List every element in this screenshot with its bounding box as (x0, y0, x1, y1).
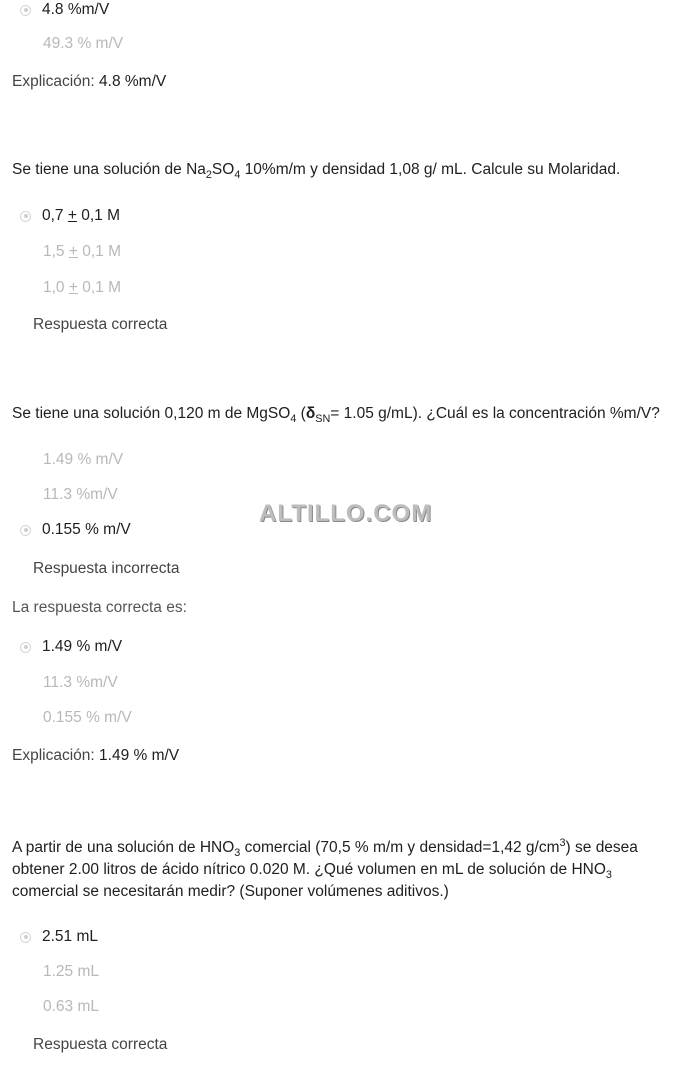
question-text (12, 404, 660, 424)
subscript: 3 (234, 847, 241, 860)
correct-option (43, 708, 132, 728)
option-selected[interactable] (20, 520, 131, 540)
correct-option (20, 637, 122, 657)
option-label: 11.3 %m/V (43, 674, 118, 691)
explanation-label: Explicación: (12, 747, 95, 764)
option-label: 11.3 %m/V (43, 486, 118, 503)
subscript: 2 (205, 169, 212, 182)
option[interactable] (43, 997, 99, 1017)
option-selected[interactable] (20, 0, 109, 20)
answer-status: Respuesta incorrecta (33, 560, 180, 577)
question-text-line-3: comercial se necesitarán medir? (Suponer volúmenes aditivos.) (12, 883, 449, 900)
explanation-value: 4.8 %m/V (99, 73, 167, 90)
explanation-value: 1.49 % m/V (99, 747, 180, 764)
option[interactable] (43, 278, 121, 298)
question-text-part: SO (211, 161, 235, 178)
option-label: 1.25 mL (43, 963, 100, 980)
subscript: SN (315, 413, 331, 426)
option-label: 1.49 % m/V (42, 638, 123, 655)
subscript: 4 (290, 413, 297, 426)
watermark: ALTILLO.COM (259, 500, 433, 527)
option[interactable] (43, 450, 123, 470)
question-text-line-1 (12, 838, 638, 858)
question-text-line-2 (12, 860, 612, 880)
question-text (12, 160, 620, 180)
answer-status: Respuesta correcta (33, 1036, 168, 1053)
option-label: 2.51 mL (42, 928, 99, 945)
question-text-part: A partir de una solución de HNO (12, 839, 235, 856)
question-text-part: comercial (70,5 % m/m y densidad=1,42 g/cm (240, 839, 560, 856)
superscript: 3 (559, 836, 566, 849)
option[interactable] (43, 34, 123, 54)
question-text-part: = 1.05 g/mL). ¿Cuál es la concentración %m/V? (330, 405, 660, 422)
correct-answer-label: La respuesta correcta es: (12, 599, 187, 616)
radio-selected-icon[interactable] (20, 525, 31, 536)
correct-option (43, 673, 118, 693)
question-text-part: ) se desea (565, 839, 638, 856)
option-selected[interactable] (20, 206, 120, 226)
subscript: 4 (234, 169, 241, 182)
question-text-part: ( (296, 405, 306, 422)
option-label: 1,5 + 0,1 M (43, 243, 121, 260)
subscript: 3 (605, 869, 612, 882)
question-text-part: Se tiene una solución 0,120 m de MgSO (12, 405, 291, 422)
option-label: 0.63 mL (43, 998, 100, 1015)
explanation-label: Explicación: (12, 73, 95, 90)
question-text-part: obtener 2.00 litros de ácido nítrico 0.020 M. ¿Qué volumen en mL de solución de HNO (12, 861, 606, 878)
question-text-part: Se tiene una solución de Na (12, 161, 206, 178)
option-label: 0.155 % m/V (43, 709, 132, 726)
answer-status: Respuesta correcta (33, 316, 168, 333)
radio-selected-icon[interactable] (20, 932, 31, 943)
explanation (12, 72, 166, 92)
option[interactable] (43, 485, 118, 505)
option[interactable] (43, 242, 121, 262)
option-label: 0,7 + 0,1 M (42, 207, 120, 224)
option-label: 4.8 %m/V (42, 1, 110, 18)
radio-selected-icon[interactable] (20, 211, 31, 222)
radio-selected-icon (20, 642, 31, 653)
option-label: 0.155 % m/V (42, 521, 131, 538)
option-selected[interactable] (20, 927, 98, 947)
explanation (12, 746, 179, 766)
delta-symbol: δ (305, 405, 316, 422)
option[interactable] (43, 962, 99, 982)
option-label: 49.3 % m/V (43, 35, 124, 52)
question-text-part: 10%m/m y densidad 1,08 g/ mL. Calcule su Molaridad. (240, 161, 621, 178)
option-label: 1.49 % m/V (43, 451, 124, 468)
option-label: 1,0 + 0,1 M (43, 279, 121, 296)
radio-selected-icon[interactable] (20, 5, 31, 16)
